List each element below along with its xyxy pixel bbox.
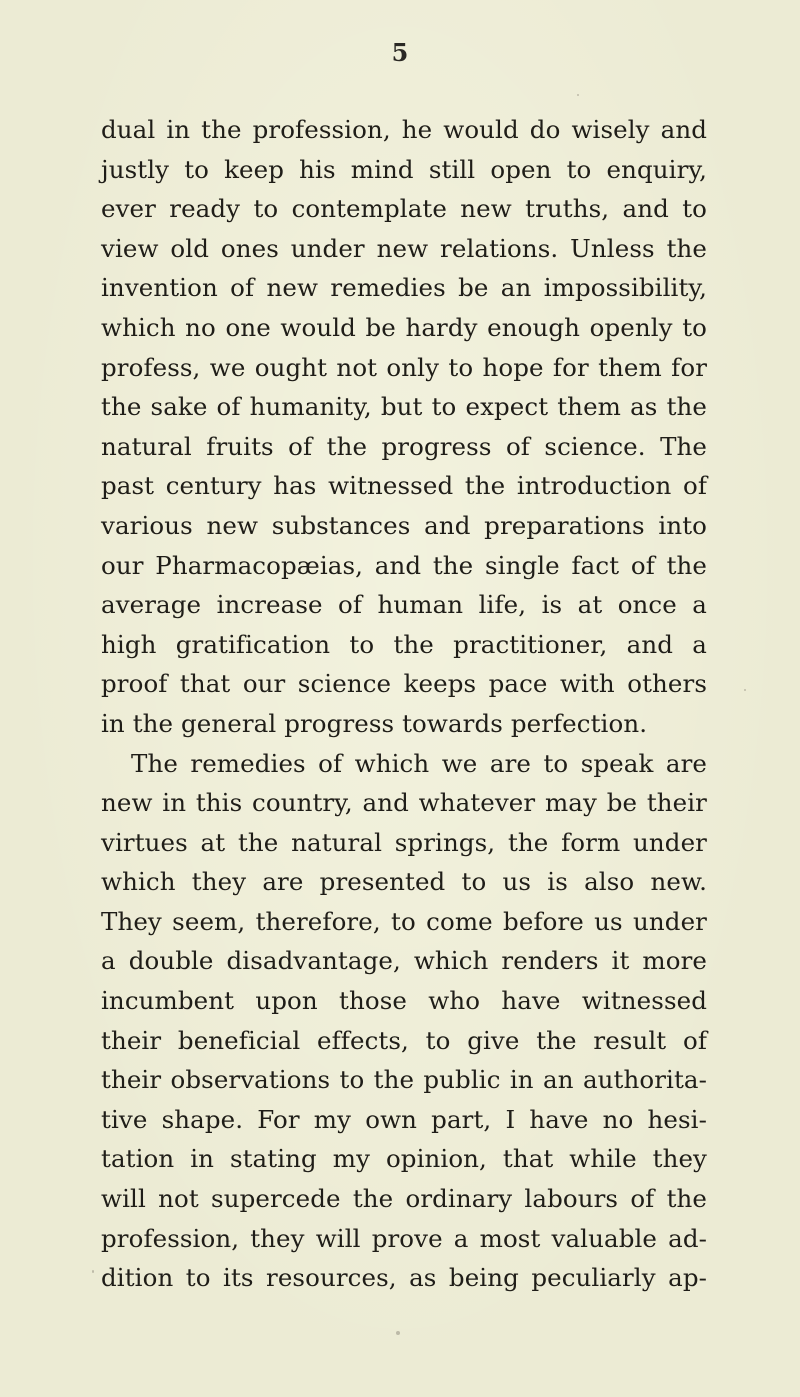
- text-line: profess, we ought not only to hope for them for: [101, 352, 707, 382]
- text-line: the sake of humanity, but to expect them as the: [101, 392, 707, 422]
- paper-speck: [744, 689, 746, 691]
- text-line: average increase of human life, is at once a: [101, 590, 707, 620]
- text-line: incumbent upon those who have witnessed: [101, 986, 707, 1016]
- text-line: profession, they will prove a most valuable ad-: [101, 1223, 707, 1253]
- text-line: virtues at the natural springs, the form under: [101, 827, 707, 857]
- text-line: natural fruits of the progress of science. The: [101, 431, 707, 461]
- text-line: ever ready to contemplate new truths, and to: [101, 194, 707, 224]
- text-line: proof that our science keeps pace with others: [101, 669, 707, 699]
- text-line: our Pharmacopæias, and the single fact of the: [101, 550, 707, 580]
- text-line: dition to its resources, as being peculiarly ap-: [101, 1263, 707, 1293]
- text-line: invention of new remedies be an impossibility,: [101, 273, 707, 303]
- paper-speck: [92, 1270, 94, 1273]
- page-number: 5: [391, 38, 409, 67]
- text-line: will not supercede the ordinary labours of the: [101, 1184, 707, 1214]
- text-line: past century has witnessed the introduction of: [101, 471, 707, 501]
- text-line: their beneficial effects, to give the result of: [101, 1025, 707, 1055]
- text-line: which no one would be hardy enough openly to: [101, 312, 707, 342]
- text-line: view old ones under new relations. Unless the: [101, 233, 707, 263]
- text-line: high gratification to the practitioner, and a: [101, 629, 707, 659]
- text-line: tation in stating my opinion, that while they: [101, 1144, 707, 1174]
- text-line: new in this country, and whatever may be their: [101, 788, 707, 818]
- paper-speck: [396, 1331, 400, 1335]
- text-line: various new substances and preparations into: [101, 510, 707, 540]
- text-line: their observations to the public in an authorita-: [101, 1065, 707, 1095]
- body-text: [101, 110, 707, 1298]
- text-line: which they are presented to us is also new.: [101, 867, 707, 897]
- text-line: The remedies of which we are to speak are: [131, 748, 707, 778]
- text-line: They seem, therefore, to come before us under: [101, 906, 707, 936]
- text-line: tive shape. For my own part, I have no hesi-: [101, 1104, 707, 1134]
- text-line: justly to keep his mind still open to enquiry,: [101, 154, 707, 184]
- paper-speck: [577, 94, 579, 96]
- text-line: dual in the profession, he would do wisely and: [101, 115, 707, 144]
- text-line: a double disadvantage, which renders it more: [101, 946, 707, 976]
- text-line: in the general progress towards perfection.: [101, 708, 648, 738]
